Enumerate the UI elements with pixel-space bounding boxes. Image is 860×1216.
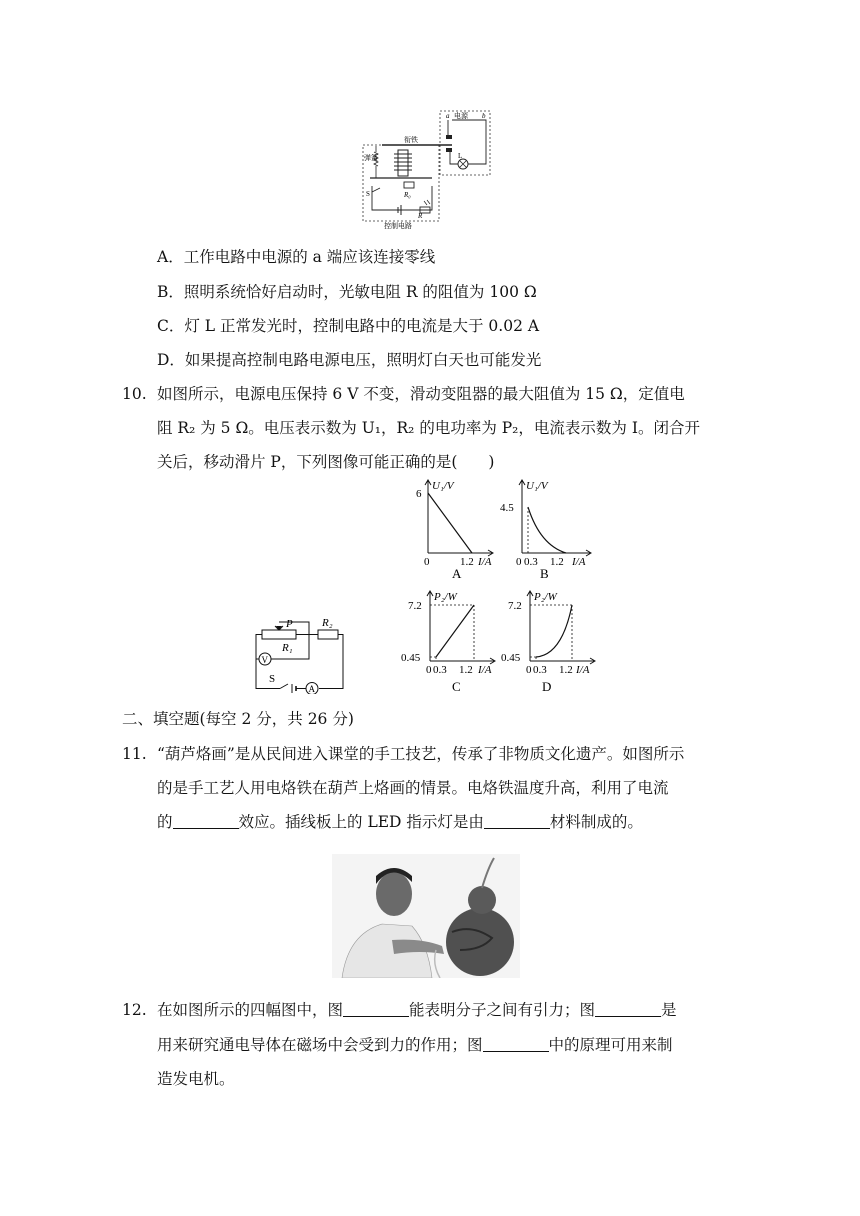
graph-a-xtick-0: 0 — [424, 556, 430, 568]
q11-line-2: 的是手工艺人用电烙铁在葫芦上烙画的情景。电烙铁温度升高，利用了电流 — [157, 779, 669, 797]
q12-number: 12. — [122, 1001, 147, 1019]
answer-blank[interactable] — [484, 814, 550, 829]
q11-line-1: “葫芦烙画”是从民间进入课堂的手工技艺，传承了非物质文化遗产。如图所示 — [157, 745, 685, 763]
answer-blank[interactable] — [173, 814, 239, 829]
graph-c-xtick-0: 0 — [426, 664, 432, 676]
q12-line-1b: 能表明分子之间有引力；图 — [409, 1001, 596, 1019]
q9-option-c: C．灯 L 正常发光时，控制电路中的电流是大于 0.02 A — [157, 317, 540, 335]
graph-b-ytick-4.5: 4.5 — [500, 502, 514, 514]
q11-number: 11. — [122, 745, 147, 763]
q12-line-1 — [157, 1000, 677, 1020]
graph-d-xlabel: I/A — [576, 664, 590, 676]
graph-d-ytick-0.45: 0.45 — [501, 652, 521, 664]
q12-line-2a: 用来研究通电导体在磁场中会受到力的作用；图 — [157, 1036, 483, 1054]
label-b: b — [482, 112, 486, 120]
answer-blank[interactable] — [343, 1002, 409, 1017]
q10-line-1: 如图所示，电源电压保持 6 V 不变，滑动变阻器的最大阻值为 15 Ω，定值电 — [157, 385, 685, 403]
label-a: a — [446, 112, 450, 120]
graph-b-xtick-0: 0 — [516, 556, 522, 568]
graph-a-xlabel: I/A — [478, 556, 492, 568]
answer-blank[interactable] — [483, 1037, 549, 1052]
circuit-label-P: P — [286, 618, 293, 630]
gourd-pyrography-photo — [332, 854, 520, 978]
graph-c — [396, 587, 500, 695]
q11-line-3 — [157, 812, 643, 832]
label-spring: 弹簧 — [364, 154, 378, 162]
circuit-label-S: S — [269, 673, 276, 685]
label-R0: R₀ — [404, 191, 411, 199]
section-2-heading: 二、填空题(每空 2 分，共 26 分) — [122, 710, 354, 728]
graph-c-xtick-1.2: 1.2 — [459, 664, 473, 676]
graph-c-xtick-0.3: 0.3 — [433, 664, 447, 676]
graph-c-caption: C — [452, 679, 461, 694]
q12-line-2b: 中的原理可用来制 — [548, 1036, 673, 1054]
q9-option-d: D．如果提高控制电路电源电压，照明灯白天也可能发光 — [157, 351, 542, 369]
graph-c-ytick-7.2: 7.2 — [408, 600, 422, 612]
q11-line-3a: 的 — [157, 813, 173, 831]
label-source: 电源 — [454, 112, 468, 120]
q9-option-a: A．工作电路中电源的 a 端应该连接零线 — [157, 248, 436, 266]
relay-circuit-figure — [360, 108, 492, 230]
graph-a-xtick-1.2: 1.2 — [460, 556, 474, 568]
q10-line-3: 关后，移动滑片 P，下列图像可能正确的是( ) — [157, 453, 495, 471]
q12-line-1c: 是 — [661, 1001, 677, 1019]
circuit-label-R2: R₂ — [322, 617, 333, 629]
q12-line-2 — [157, 1035, 673, 1055]
q10-circuit-diagram — [248, 614, 348, 694]
graph-b-xtick-0.3: 0.3 — [524, 556, 538, 568]
label-armature: 衔铁 — [404, 136, 418, 144]
graph-a — [410, 475, 500, 580]
label-control: 控制电路 — [384, 222, 412, 230]
q12-line-3: 造发电机。 — [157, 1070, 235, 1088]
circuit-label-A: A — [308, 684, 315, 694]
label-S: S — [366, 190, 370, 198]
circuit-label-R1: R₁ — [282, 642, 293, 654]
graph-a-caption: A — [452, 566, 462, 580]
graph-d-xtick-1.2: 1.2 — [559, 664, 573, 676]
graph-b-caption: B — [540, 566, 549, 580]
label-R: R — [418, 212, 423, 220]
graph-d-xtick-0: 0 — [526, 664, 532, 676]
graph-b — [500, 475, 600, 580]
graph-c-ylabel: P₂/W — [434, 591, 457, 603]
graph-d-ylabel: P₂/W — [534, 591, 557, 603]
q9-option-b: B．照明系统恰好启动时，光敏电阻 R 的阻值为 100 Ω — [157, 283, 537, 301]
label-L: L — [458, 152, 463, 160]
graph-c-xlabel: I/A — [478, 664, 492, 676]
q11-line-3c: 材料制成的。 — [549, 813, 643, 831]
graph-d-caption: D — [542, 679, 552, 694]
graph-b-ylabel: U₁/V — [526, 480, 548, 492]
graph-a-ytick-6: 6 — [416, 488, 422, 500]
graph-b-xlabel: I/A — [572, 556, 586, 568]
graph-a-ylabel: U₁/V — [432, 480, 454, 492]
q12-line-1a: 在如图所示的四幅图中，图 — [157, 1001, 344, 1019]
graph-d-xtick-0.3: 0.3 — [533, 664, 547, 676]
graph-b-xtick-1.2: 1.2 — [550, 556, 564, 568]
q10-number: 10. — [122, 385, 147, 403]
q10-line-2: 阻 R₂ 为 5 Ω。电压表示数为 U₁，R₂ 的电功率为 P₂，电流表示数为 I。闭合开 — [157, 419, 700, 437]
graph-d — [496, 587, 600, 695]
answer-blank[interactable] — [595, 1002, 661, 1017]
graph-c-ytick-0.45: 0.45 — [401, 652, 421, 664]
graph-d-ytick-7.2: 7.2 — [508, 600, 522, 612]
q11-line-3b: 效应。插线板上的 LED 指示灯是由 — [238, 813, 484, 831]
circuit-label-V: V — [261, 655, 268, 665]
